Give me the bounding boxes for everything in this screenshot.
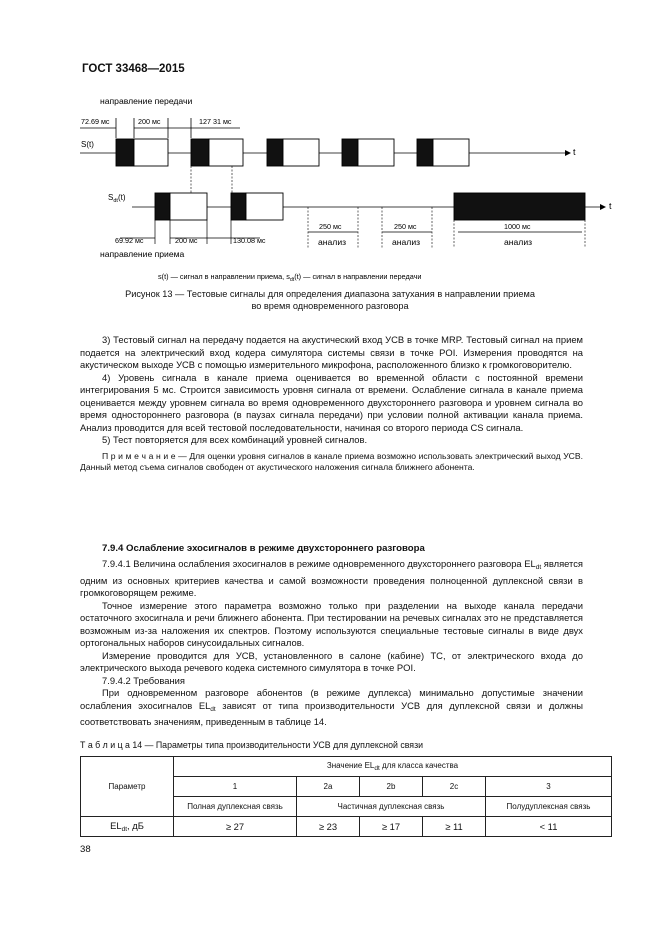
class-2b: 2b (360, 777, 423, 797)
analysis-label-3: анализ (504, 237, 533, 247)
value-class-3: < 11 (486, 817, 612, 837)
type-half-duplex: Полудуплексная связь (486, 797, 612, 817)
page-number: 38 (80, 844, 91, 855)
type-partial-duplex: Частичная дуплексная связь (297, 797, 486, 817)
note-text: — Для оценки уровня сигналов в канале приема возможно использовать электрический выход УСВ. Данный метод съема сигналов свободен от акустического наложения сигнала ближнего абонента. (80, 450, 583, 472)
legend-post: (t) — сигнал в направлении передачи (294, 272, 422, 281)
dim-250b-label: 250 мс (394, 222, 417, 231)
param-header: Параметр (81, 757, 174, 817)
sdt-label: S (108, 193, 114, 202)
dim-130-label: 130.08 мс (233, 236, 266, 245)
procedure-steps (80, 334, 583, 473)
dim-1000-label: 1000 мс (504, 222, 531, 231)
dim-127-label: 127 31 мс (199, 117, 232, 126)
performance-table (80, 756, 612, 837)
value-class-2a: ≥ 23 (297, 817, 360, 837)
section-p4: 7.9.4.2 Требования (102, 674, 185, 686)
class-3: 3 (486, 777, 612, 797)
section-body (80, 558, 583, 729)
figure-caption-line1: Рисунок 13 — Тестовые сигналы для определения диапазона затухания в направлении приема (125, 289, 535, 299)
dim-200-top-label: 200 мс (138, 117, 161, 126)
section-p1: 7.9.4.1 Величина ослабления эхосигналов в режиме одновременного двухстороннего разговора $EL_{dt}$ является одним из основных критериев качества и самой возможности проведения полноценной дуплексной связи в громкоговорящем режиме. (80, 558, 583, 598)
section-p5: При одновременном разговоре абонентов (в режиме дуплекса) минимально допустимые значении ослабления эхосигналов $EL_{dt}$ зависят от типа производительности УСВ для дуплексной связи и должны соответствовать значениям, приведенным в таблице 14. (80, 687, 583, 727)
note-paragraph (80, 451, 583, 473)
value-class-1: ≥ 27 (174, 817, 297, 837)
direction-rx-label: направление приема (100, 249, 185, 259)
value-class-2b: ≥ 17 (360, 817, 423, 837)
s-t-pulses (116, 139, 469, 166)
figure-caption-line2: во время одновременного разговора (251, 301, 409, 311)
section-p3: Измерение проводится для УСВ, установленного в салоне (кабине) ТС, от электрического входа до электрического выхода речевого кодека системного симулятора в точке POI. (80, 649, 583, 673)
step-5-paragraph: 5) Тест повторяется для всех комбинаций уровней сигналов. (102, 434, 368, 445)
step-3-paragraph: 3) Тестовый сигнал на передачу подается на акустический вход УСВ в точке MRP. Тестовый сигнал на прием подается на электрический вход кодера симулятора системы связи в точке POI. Измерения проводятся на акустическом выходе УСВ с помощью измерительного микрофона, расположенного близко к громкоговорителю. (80, 334, 583, 370)
value-header: Значение $EL_{dt}$ для класса качества (174, 757, 612, 777)
dim-250a-label: 250 мс (319, 222, 342, 231)
svg-text:Sdt(t) (108, 193, 126, 204)
dim-200-bot-label: 200 мс (175, 236, 198, 245)
sdt-pulses (155, 193, 585, 220)
legend-sub: dt (289, 277, 295, 283)
class-1: 1 (174, 777, 297, 797)
t-axis-top-label: t (573, 147, 576, 157)
legend-pre: s(t) — сигнал в направлении приема, s (158, 272, 290, 281)
t-axis-bottom-label: t (609, 201, 612, 211)
row-label: $EL_{dt}$, дБ (81, 817, 174, 837)
section-p2: Точное измерение этого параметра возможно только при разделении на выходе канала передачи остаточного эхосигнала и речи ближнего абонента. При тестировании на речевых сигналах это не представляется возможным из-за наложения их спектров. Поэтому используются специальные тестовые сигналы в виде двух ортогональных наборов синусоидальных сигналов. (80, 599, 583, 648)
direction-tx-label: направление передачи (100, 96, 193, 106)
analysis-label-1: анализ (318, 237, 347, 247)
value-class-2c: ≥ 11 (423, 817, 486, 837)
document-header: ГОСТ 33468—2015 (82, 63, 185, 75)
dim-72-label: 72.69 мс (81, 117, 110, 126)
dim-69-label: 69.92 мс (115, 236, 144, 245)
s-t-label: S(t) (81, 140, 94, 149)
svg-text:s(t) — сигнал в направлении пр (158, 272, 422, 283)
sdt-suffix: (t) (117, 193, 126, 202)
section-heading: 7.9.4 Ослабление эхосигналов в режиме двухстороннего разговора (102, 543, 425, 554)
step-4-paragraph: 4) Уровень сигнала в канале приема оценивается во временной области с постоянной времени интегрирования 5 мс. Строится зависимость уровня сигнала от времени. Ослабление сигнала в канале приема оценивается между уровнем сигнала во время одновременного двухстороннего разговора и уровнем сигнала во время одностороннего разговора (в паузах сигнала передачи) при условии полной активации канала приема. Анализ проводится для всей тестовой последовательности, начиная со второго периода CS сигнала. (80, 371, 583, 433)
note-label: П р и м е ч а н и е (102, 450, 176, 461)
analysis-label-2: анализ (392, 237, 421, 247)
class-2c: 2c (423, 777, 486, 797)
type-full-duplex: Полная дуплексная связь (174, 797, 297, 817)
class-2a: 2a (297, 777, 360, 797)
figure-13-diagram (0, 0, 661, 300)
sdt-sub: dt (113, 198, 118, 204)
figure-caption (120, 288, 540, 312)
table-caption: Т а б л и ц а 14 — Параметры типа производительности УСВ для дуплексной связи (80, 740, 424, 750)
